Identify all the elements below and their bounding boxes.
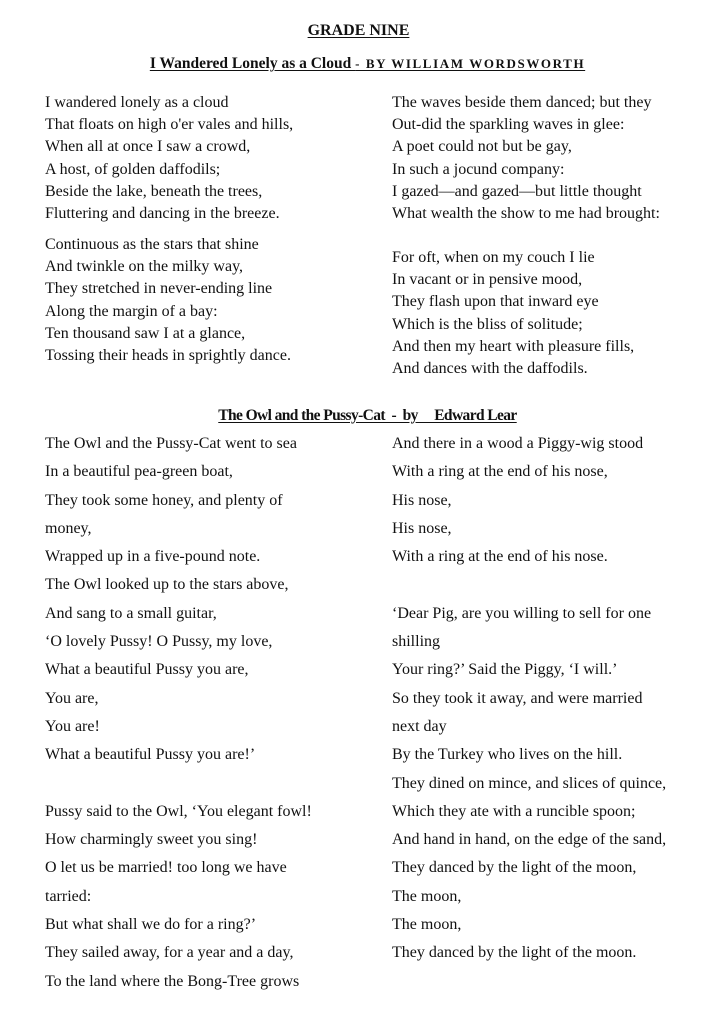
poem-line: Tossing their heads in sprightly dance. [45,346,291,364]
poem-line: For oft, when on my couch I lie [392,249,595,266]
poem-line: To the land where the Bong-Tree grows [45,972,300,990]
poem-line: With a ring at the end of his nose, [392,463,608,481]
poem-line: They flash upon that inward eye [392,293,599,311]
poem-line: So they took it away, and were married [392,689,643,707]
poem-line: Which is the bliss of solitude; [392,315,583,333]
poem-line: His nose, [392,491,452,509]
poem-line: I gazed—and gazed—but little thought [392,182,642,200]
poem-line: They danced by the light of the moon, [392,859,637,877]
poem-line: Pussy said to the Owl, ‘You elegant fowl! [45,802,312,820]
poem-line: But what shall we do for a ring?’ [45,916,257,934]
poem-line: How charmingly sweet you sing! [45,831,258,849]
poem-line: And there in a wood a Piggy-wig stood [392,435,644,452]
poem-line: The moon, [392,916,462,934]
poem1-stanza-1 [45,92,293,225]
poem-line: You are, [45,689,99,707]
poem-line: shilling [392,633,441,651]
poem-line: The Owl and the Pussy-Cat went to sea [45,435,297,452]
poem-line: And sang to a small guitar, [45,604,217,622]
page-heading: GRADE NINE [307,22,410,39]
poem-line: And hand in hand, on the edge of the sand, [392,831,667,849]
poem-line: What a beautiful Pussy you are!’ [45,746,256,764]
poem-line: And dances with the daffodils. [392,359,588,377]
poem-line: That floats on high o'er vales and hills, [45,116,294,134]
poem1-title [0,55,717,73]
stanza-break [45,770,312,798]
poem-line: Out-did the sparkling waves in glee: [392,116,625,134]
poem2-right-column [392,430,666,968]
poem-line: They stretched in never-ending line [45,280,273,298]
poem-line: Your ring?’ Said the Piggy, ‘I will.’ [392,661,618,679]
poem-line: His nose, [392,519,452,537]
poem-line: A host, of golden daffodils; [45,160,221,178]
poem-line: What wealth the show to me had brought: [392,204,660,222]
poem-line: They dined on mince, and slices of quince, [392,774,667,792]
poem-line: And then my heart with pleasure fills, [392,337,635,355]
poem1-stanza-3 [392,92,660,225]
poem-line: The moon, [392,887,462,905]
poem-line: In vacant or in pensive mood, [392,271,583,289]
poem-line: Wrapped up in a five-pound note. [45,548,261,566]
poem2-left-column [45,430,312,996]
poem-line: Ten thousand saw I at a glance, [45,324,246,342]
poem1-stanza-4 [392,247,634,380]
poem-line: They took some honey, and plenty of [45,491,283,509]
poem-line: money, [45,519,92,537]
poem-line: O let us be married! too long we have [45,859,287,877]
poem-line: Continuous as the stars that shine [45,236,259,253]
poem1-stanza-2 [45,234,291,367]
poem-line: They sailed away, for a year and a day, [45,944,294,962]
poem-line: Fluttering and dancing in the breeze. [45,204,280,222]
poem-line: What a beautiful Pussy you are, [45,661,249,679]
poem-line: In a beautiful pea-green boat, [45,463,233,481]
poem-line: In such a jocund company: [392,160,565,178]
poem-line: When all at once I saw a crowd, [45,138,251,156]
poem-line: They danced by the light of the moon. [392,944,637,962]
poem-line: You are! [45,717,100,735]
poem-line: The Owl looked up to the stars above, [45,576,289,594]
poem-line: ‘Dear Pig, are you willing to sell for one [392,604,652,622]
poem1-title-text: I Wandered Lonely as a Cloud [149,55,356,72]
poem-line: ‘O lovely Pussy! O Pussy, my love, [45,633,273,651]
poem-line: I wandered lonely as a cloud [45,94,229,111]
poem-line: next day [392,717,447,735]
poem-line: A poet could not but be gay, [392,138,572,156]
poem-line: The waves beside them danced; but they [392,94,652,111]
poem1-byline: - BY WILLIAM WORDSWORTH [355,56,586,71]
poem-line: Which they ate with a runcible spoon; [392,802,636,820]
poem-line: Beside the lake, beneath the trees, [45,182,263,200]
stanza-break [392,571,666,599]
poem-line: And twinkle on the milky way, [45,258,244,276]
poem-line: tarried: [45,887,92,905]
poem-line: By the Turkey who lives on the hill. [392,746,623,764]
poem-line: With a ring at the end of his nose. [392,548,608,566]
poem-line: Along the margin of a bay: [45,302,218,320]
poem2-title: The Owl and the Pussy-Cat - by Edward Lear [218,407,517,424]
